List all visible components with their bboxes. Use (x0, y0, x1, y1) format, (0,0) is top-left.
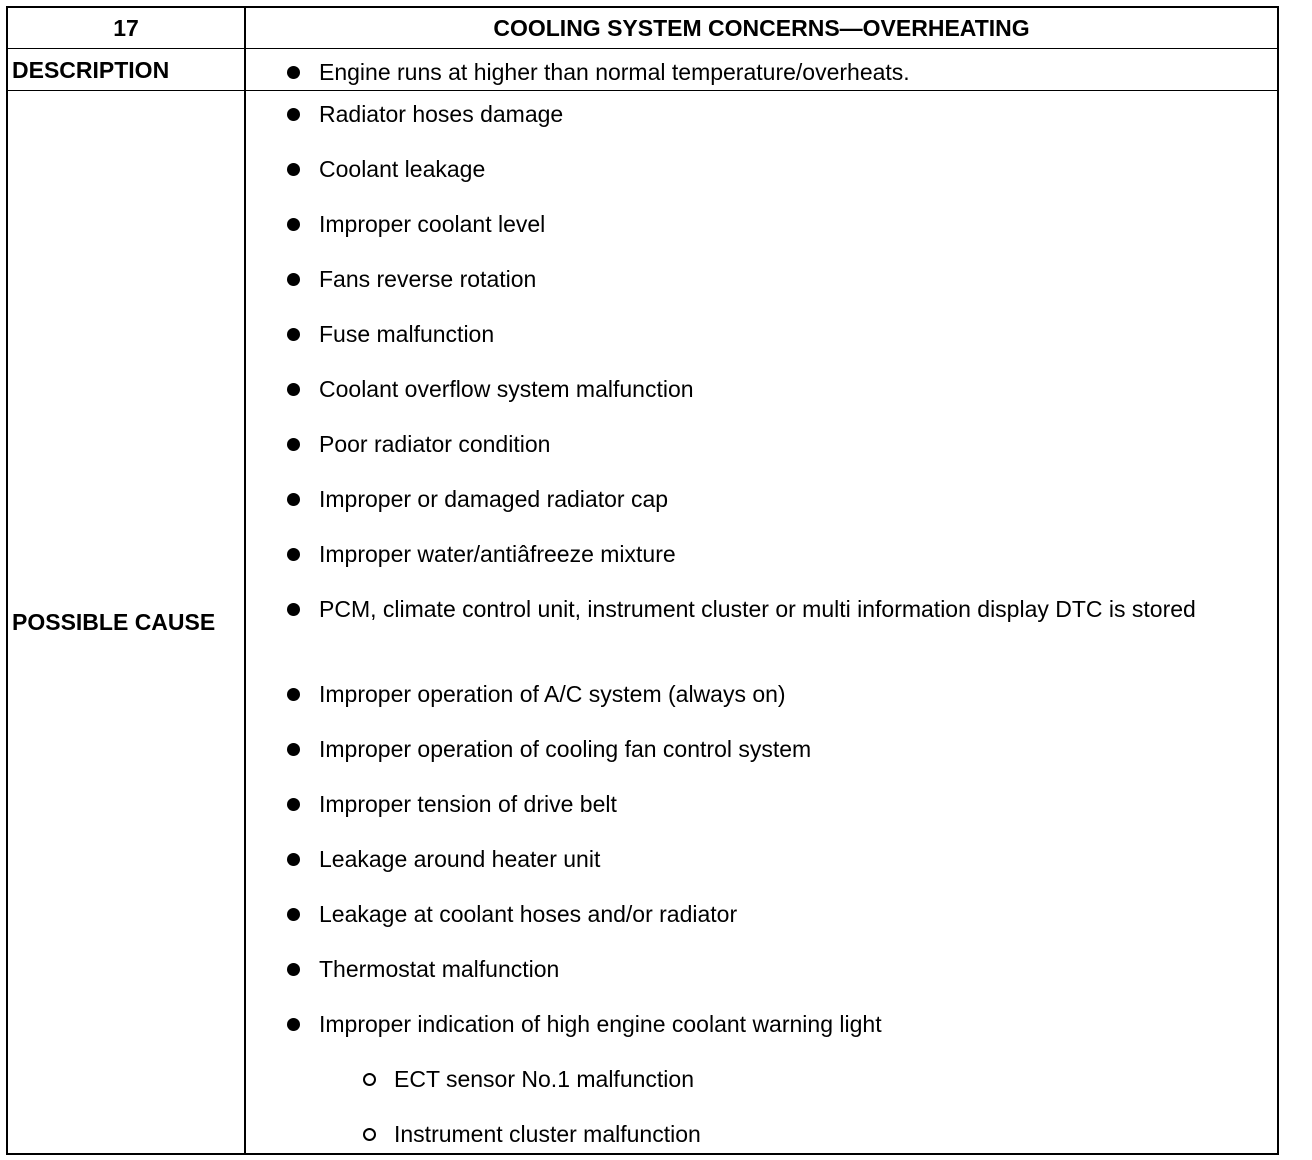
cause-item: Fans reverse rotation (278, 264, 1218, 294)
cause-item: Fuse malfunction (278, 319, 1218, 349)
description-divider (8, 90, 1277, 91)
cause-item: Improper tension of drive belt (278, 789, 1218, 819)
filled-circle-bullet-icon (287, 328, 300, 341)
cause-item: Improper coolant level (278, 209, 1218, 239)
filled-circle-bullet-icon (287, 273, 300, 286)
header-divider (8, 48, 1277, 49)
concern-title: COOLING SYSTEM CONCERNS—OVERHEATING (493, 15, 1030, 41)
cause-item: Poor radiator condition (278, 429, 1218, 459)
filled-circle-bullet-icon (287, 108, 300, 121)
cause-item: Thermostat malfunction (278, 954, 1218, 984)
cause-item: Improper water/antiâfreeze mixture (278, 539, 1218, 569)
column-divider (244, 8, 246, 1153)
filled-circle-bullet-icon (287, 218, 300, 231)
filled-circle-bullet-icon (287, 1018, 300, 1031)
filled-circle-bullet-icon (287, 493, 300, 506)
cause-item: Improper indication of high engine coolant warning light (278, 1009, 1218, 1039)
cause-item: Leakage at coolant hoses and/or radiator (278, 899, 1218, 929)
filled-circle-bullet-icon (287, 603, 300, 616)
possible-cause-label: POSSIBLE CAUSE (12, 609, 216, 635)
hollow-circle-bullet-icon (363, 1128, 376, 1141)
description-label: DESCRIPTION (12, 57, 170, 83)
cause-sub-item: ECT sensor No.1 malfunction (360, 1064, 694, 1094)
filled-circle-bullet-icon (287, 66, 300, 79)
hollow-circle-bullet-icon (363, 1073, 376, 1086)
cause-item: PCM, climate control unit, instrument cluster or multi information display DTC is stored (278, 594, 1218, 624)
cause-sub-item: Instrument cluster malfunction (360, 1119, 701, 1149)
cause-item: Improper or damaged radiator cap (278, 484, 1218, 514)
troubleshooting-table (6, 6, 1279, 1155)
filled-circle-bullet-icon (287, 798, 300, 811)
cause-item: Improper operation of cooling fan control system (278, 734, 1218, 764)
filled-circle-bullet-icon (287, 908, 300, 921)
cause-item: Radiator hoses damage (278, 99, 1218, 129)
filled-circle-bullet-icon (287, 383, 300, 396)
concern-number: 17 (113, 15, 139, 41)
filled-circle-bullet-icon (287, 548, 300, 561)
filled-circle-bullet-icon (287, 743, 300, 756)
filled-circle-bullet-icon (287, 688, 300, 701)
filled-circle-bullet-icon (287, 163, 300, 176)
cause-item: Coolant overflow system malfunction (278, 374, 1218, 404)
cause-item: Improper operation of A/C system (always on) (278, 679, 1218, 709)
cause-item: Leakage around heater unit (278, 844, 1218, 874)
filled-circle-bullet-icon (287, 438, 300, 451)
cause-item: Coolant leakage (278, 154, 1218, 184)
description-item: Engine runs at higher than normal temperature/overheats. (278, 57, 1218, 87)
filled-circle-bullet-icon (287, 853, 300, 866)
filled-circle-bullet-icon (287, 963, 300, 976)
